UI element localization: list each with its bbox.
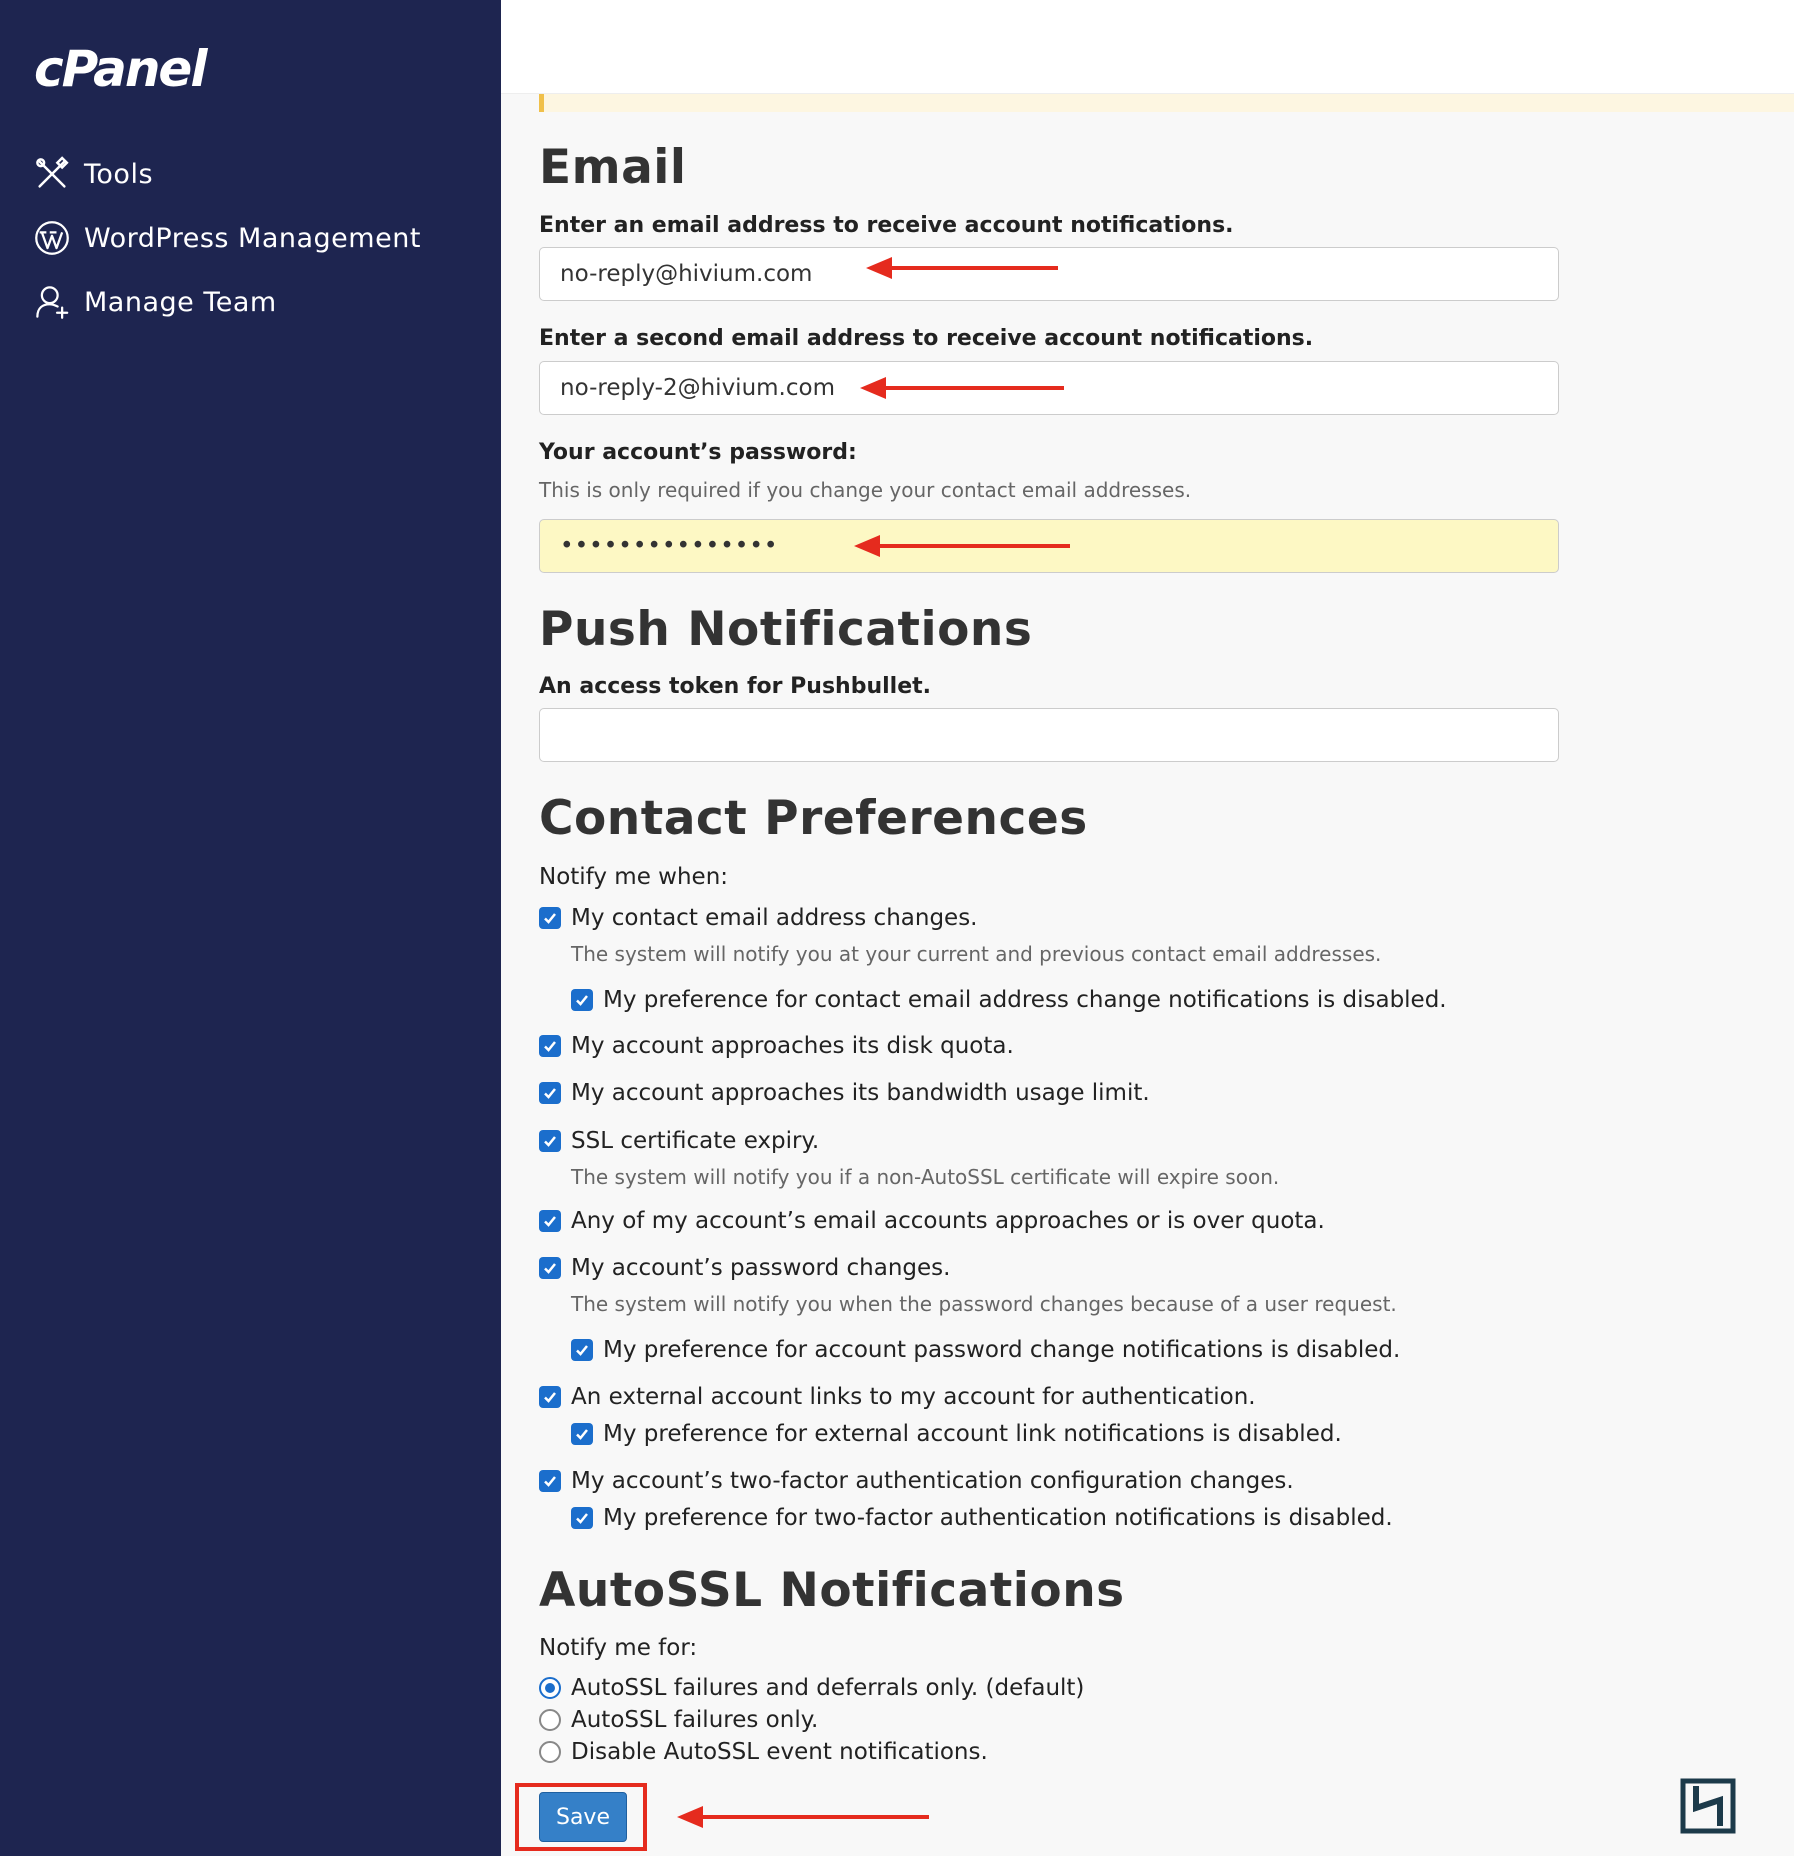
email-heading: Email xyxy=(539,140,687,195)
checkbox-checked-icon[interactable] xyxy=(539,1035,561,1057)
checkbox-contact-email-changes[interactable] xyxy=(539,905,978,931)
alert-strip xyxy=(539,94,1794,112)
sidebar xyxy=(0,0,501,1856)
ssl-expiry-help: The system will notify you if a non-AutoSSL certificate will expire soon. xyxy=(571,1165,1280,1189)
checkbox-checked-icon[interactable] xyxy=(539,1386,561,1408)
radio-autossl-failures-only[interactable] xyxy=(539,1707,818,1733)
autossl-notify-label: Notify me for: xyxy=(539,1635,698,1661)
push-heading: Push Notifications xyxy=(539,602,1033,657)
password-input[interactable]: ••••••••••••••• xyxy=(539,519,1559,573)
secondary-email-input[interactable]: no-reply-2@hivium.com xyxy=(539,361,1559,415)
contact-heading: Contact Preferences xyxy=(539,791,1088,846)
pushbullet-label: An access token for Pushbullet. xyxy=(539,674,931,699)
pushbullet-token-input[interactable] xyxy=(539,708,1559,762)
radio-label: AutoSSL failures and deferrals only. (default) xyxy=(571,1675,1085,1701)
checkbox-checked-icon[interactable] xyxy=(539,1470,561,1492)
checkbox-label: My contact email address changes. xyxy=(571,905,978,931)
sidebar-item-manage-team[interactable] xyxy=(32,270,421,334)
radio-label: Disable AutoSSL event notifications. xyxy=(571,1739,988,1765)
annotation-arrow-icon xyxy=(860,376,1066,400)
sidebar-item-tools[interactable] xyxy=(32,142,421,206)
checkbox-label: Any of my account’s email accounts approaches or is over quota. xyxy=(571,1208,1325,1234)
save-button[interactable]: Save xyxy=(539,1792,627,1842)
brand-logo-icon xyxy=(1680,1778,1736,1834)
radio-unselected-icon[interactable] xyxy=(539,1741,561,1763)
radio-unselected-icon[interactable] xyxy=(539,1709,561,1731)
primary-email-label: Enter an email address to receive account notifications. xyxy=(539,213,1234,238)
cpanel-logo[interactable]: cPanel xyxy=(34,40,206,98)
radio-label: AutoSSL failures only. xyxy=(571,1707,819,1733)
checkbox-checked-icon[interactable] xyxy=(539,1082,561,1104)
contact-notify-label: Notify me when: xyxy=(539,864,729,890)
checkbox-checked-icon[interactable] xyxy=(539,1210,561,1232)
password-help: This is only required if you change your contact email addresses. xyxy=(539,478,1192,502)
checkbox-checked-icon[interactable] xyxy=(571,1507,593,1529)
checkbox-checked-icon[interactable] xyxy=(539,907,561,929)
sidebar-nav xyxy=(32,142,421,334)
tools-icon xyxy=(32,154,72,194)
password-changes-help: The system will notify you when the password changes because of a user request. xyxy=(571,1292,1397,1316)
sidebar-item-wordpress[interactable] xyxy=(32,206,421,270)
checkbox-password-changes[interactable] xyxy=(539,1255,950,1281)
radio-selected-icon[interactable] xyxy=(539,1677,561,1699)
checkbox-label: My account approaches its bandwidth usage limit. xyxy=(571,1080,1150,1106)
password-label: Your account’s password: xyxy=(539,440,857,465)
contact-email-help: The system will notify you at your current and previous contact email addresses. xyxy=(571,942,1382,966)
radio-autossl-failures-deferrals[interactable] xyxy=(539,1675,1084,1701)
wordpress-icon xyxy=(32,218,72,258)
secondary-email-label: Enter a second email address to receive account notifications. xyxy=(539,326,1314,351)
annotation-arrow-icon xyxy=(866,256,1060,280)
checkbox-label: My preference for external account link notifications is disabled. xyxy=(603,1421,1342,1447)
checkbox-label: My preference for contact email address change notifications is disabled. xyxy=(603,987,1447,1013)
annotation-arrow-icon xyxy=(677,1805,931,1829)
checkbox-email-accounts-quota[interactable] xyxy=(539,1208,1325,1234)
checkbox-label: My account approaches its disk quota. xyxy=(571,1033,1014,1059)
checkbox-contact-email-pref-disabled[interactable] xyxy=(571,987,1447,1013)
sidebar-item-label: Manage Team xyxy=(84,286,277,318)
radio-autossl-disable[interactable] xyxy=(539,1739,988,1765)
top-bar xyxy=(501,0,1794,94)
checkbox-ssl-expiry[interactable] xyxy=(539,1128,819,1154)
checkbox-label: My account’s password changes. xyxy=(571,1255,951,1281)
checkbox-checked-icon[interactable] xyxy=(571,989,593,1011)
checkbox-checked-icon[interactable] xyxy=(539,1257,561,1279)
checkbox-disk-quota[interactable] xyxy=(539,1033,1014,1059)
checkbox-label: My preference for two-factor authentication notifications is disabled. xyxy=(603,1505,1393,1531)
primary-email-input[interactable]: no-reply@hivium.com xyxy=(539,247,1559,301)
checkbox-bandwidth-limit[interactable] xyxy=(539,1080,1150,1106)
team-icon xyxy=(32,282,72,322)
sidebar-item-label: Tools xyxy=(84,158,154,190)
annotation-arrow-icon xyxy=(854,534,1072,558)
checkbox-checked-icon[interactable] xyxy=(571,1339,593,1361)
checkbox-checked-icon[interactable] xyxy=(539,1130,561,1152)
checkbox-label: SSL certificate expiry. xyxy=(571,1128,820,1154)
checkbox-2fa-pref-disabled[interactable] xyxy=(571,1505,1393,1531)
sidebar-item-label: WordPress Management xyxy=(84,222,421,254)
checkbox-password-pref-disabled[interactable] xyxy=(571,1337,1400,1363)
autossl-heading: AutoSSL Notifications xyxy=(539,1563,1125,1618)
checkbox-external-link-pref-disabled[interactable] xyxy=(571,1421,1342,1447)
checkbox-2fa-changes[interactable] xyxy=(539,1468,1294,1494)
checkbox-label: My preference for account password change notifications is disabled. xyxy=(603,1337,1401,1363)
checkbox-external-account-links[interactable] xyxy=(539,1384,1256,1410)
checkbox-checked-icon[interactable] xyxy=(571,1423,593,1445)
checkbox-label: An external account links to my account for authentication. xyxy=(571,1384,1256,1410)
checkbox-label: My account’s two-factor authentication configuration changes. xyxy=(571,1468,1294,1494)
